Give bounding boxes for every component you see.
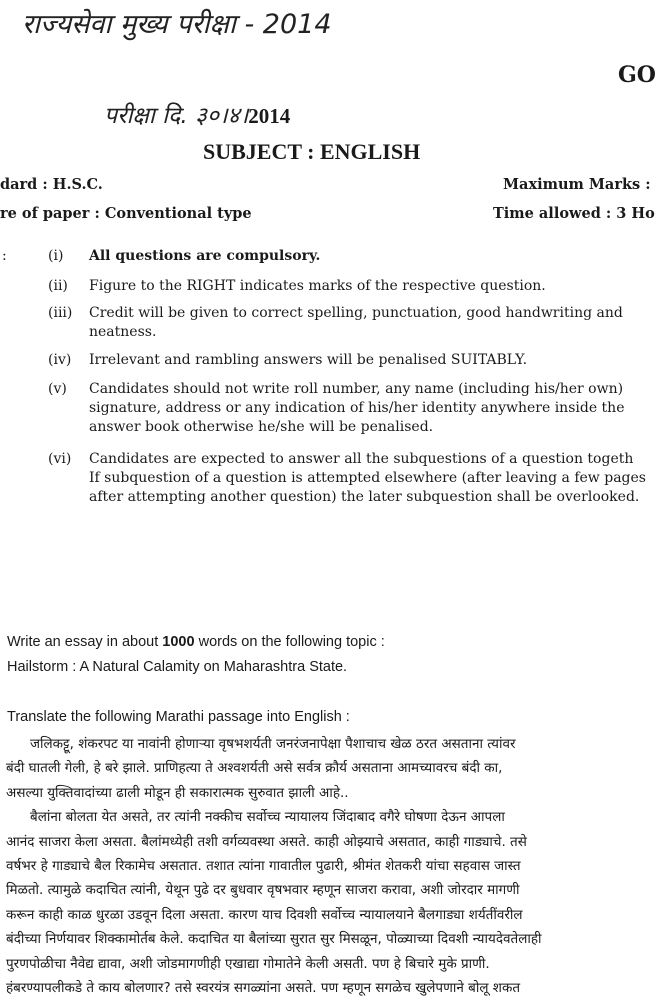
instruction-number: (vi) (48, 451, 72, 467)
paper-nature-label: re of paper : Conventional type (0, 205, 252, 222)
instruction-number: (i) (48, 248, 64, 264)
marathi-line: बैलांना बोलता येत असते, तर त्यांनी नक्कीच सर्वोच्च न्यायालय जिंदाबाद वगैरे घोषणा देऊन आपला (30, 809, 505, 826)
maximum-marks-label: Maximum Marks : (503, 176, 651, 193)
instruction-text: Credit will be given to correct spelling, punctuation, good handwriting and (89, 305, 623, 321)
marathi-line: वर्षभर हे गाड्याचे बैल रिकामेच असतात. तशात त्यांना गावातील पुढारी, श्रीमंत शेतकरी यांचा सहवास जास्त (6, 858, 521, 874)
marathi-line: हंबरण्यापलीकडे ते काय बोलणार? तसे स्वरयंत्र सगळ्यांना असते. पण म्हणून सगळेच खुलेपणाने बोलू शकत (6, 980, 521, 996)
instructions-colon: : (2, 248, 7, 264)
q1-word-count: 1000 (162, 634, 195, 650)
standard-label: dard : H.S.C. (0, 176, 103, 193)
exam-date (104, 98, 290, 130)
time-allowed-label: Time allowed : 3 Ho (493, 205, 655, 222)
instruction-text: answer book otherwise he/she will be penalised. (89, 419, 434, 435)
q1-prompt-post: words on the following topic : (194, 634, 385, 650)
q1-prompt-pre: Write an essay in about (7, 634, 163, 650)
paper-code-fragment: GO (618, 62, 656, 88)
marathi-line: मिळतो. त्यामुळे कदाचित त्यांनी, येथून पुढे दर बुधवार वृषभवार म्हणून साजरा करावा, अशी जोरदार मागणी (6, 882, 520, 899)
q1-topic: Hailstorm : A Natural Calamity on Maharashtra State. (7, 659, 348, 675)
instruction-text: neatness. (89, 324, 157, 340)
marathi-line: करून काही काळ धुरळा उडवून दिला असता. कारण याच दिवशी सर्वोच्च न्यायालयाने बैलगाड्या शर्यतींवरील (6, 906, 523, 923)
q2-prompt: Translate the following Marathi passage into English : (7, 709, 350, 725)
instruction-number: (iii) (48, 305, 73, 321)
marathi-line: आनंद साजरा केला असता. बैलांमध्येही तशी वर्गव्यवस्था असते. काही ओझ्याचे असतात, काही गाड्याचे. तसे (6, 833, 527, 850)
handwritten-exam-title: राज्यसेवा मुख्य परीक्षा - 2014 (22, 9, 332, 40)
instruction-number: (v) (48, 381, 67, 397)
printed-year: 2014 (248, 104, 291, 128)
instruction-text: Irrelevant and rambling answers will be penalised SUITABLY. (89, 352, 528, 368)
subject-heading: SUBJECT : ENGLISH (203, 139, 421, 164)
instruction-number: (iv) (48, 352, 72, 368)
instruction-text: All questions are compulsory. (89, 248, 321, 264)
instruction-text: Figure to the RIGHT indicates marks of the respective question. (89, 278, 546, 294)
marathi-line: बंदीच्या निर्णयावर शिक्कामोर्तब केले. कदाचित या बैलांच्या सुरात सुर मिसळून, पोळ्याच्या दिवशी न्यायदेवतेलाही (6, 931, 542, 948)
marathi-line: पुरणपोळीचा नैवेद्य द्यावा, अशी जोडमागणीही एखाद्या गोमातेने केली असती. पण हे बिचारे मुके प्राणी. (6, 955, 490, 972)
marathi-line: बंदी घातली गेली, हे बरे झाले. प्राणिहत्या ते अश्वशर्यती असे सर्वत्र क्रौर्य असताना आमच्यावरच बंदी का, (6, 760, 503, 777)
instruction-text: If subquestion of a question is attempted elsewhere (after leaving a few pages (89, 470, 646, 486)
handwritten-date: परीक्षा दि. ३०।४। (104, 103, 249, 129)
instruction-text: signature, address or any indication of his/her identity anywhere inside the (89, 400, 625, 416)
instruction-text: Candidates should not write roll number, any name (including his/her own) (89, 381, 624, 397)
instruction-text: after attempting another question) the later subquestion shall be overlooked. (89, 489, 640, 505)
marathi-line: असल्या युक्तिवादांच्या ढाली मोडून ही सकारात्मक सुरुवात झाली आहे.. (6, 784, 349, 801)
marathi-line: जलिकट्टू, शंकरपट या नावांनी होणाऱ्या वृषभशर्यती जनरंजनापेक्षा पैशाचाच खेळ ठरत असताना त्यांवर (30, 736, 516, 752)
instruction-text: Candidates are expected to answer all the subquestions of a question togeth (89, 451, 634, 467)
instruction-number: (ii) (48, 278, 68, 294)
q1-prompt (7, 634, 385, 650)
